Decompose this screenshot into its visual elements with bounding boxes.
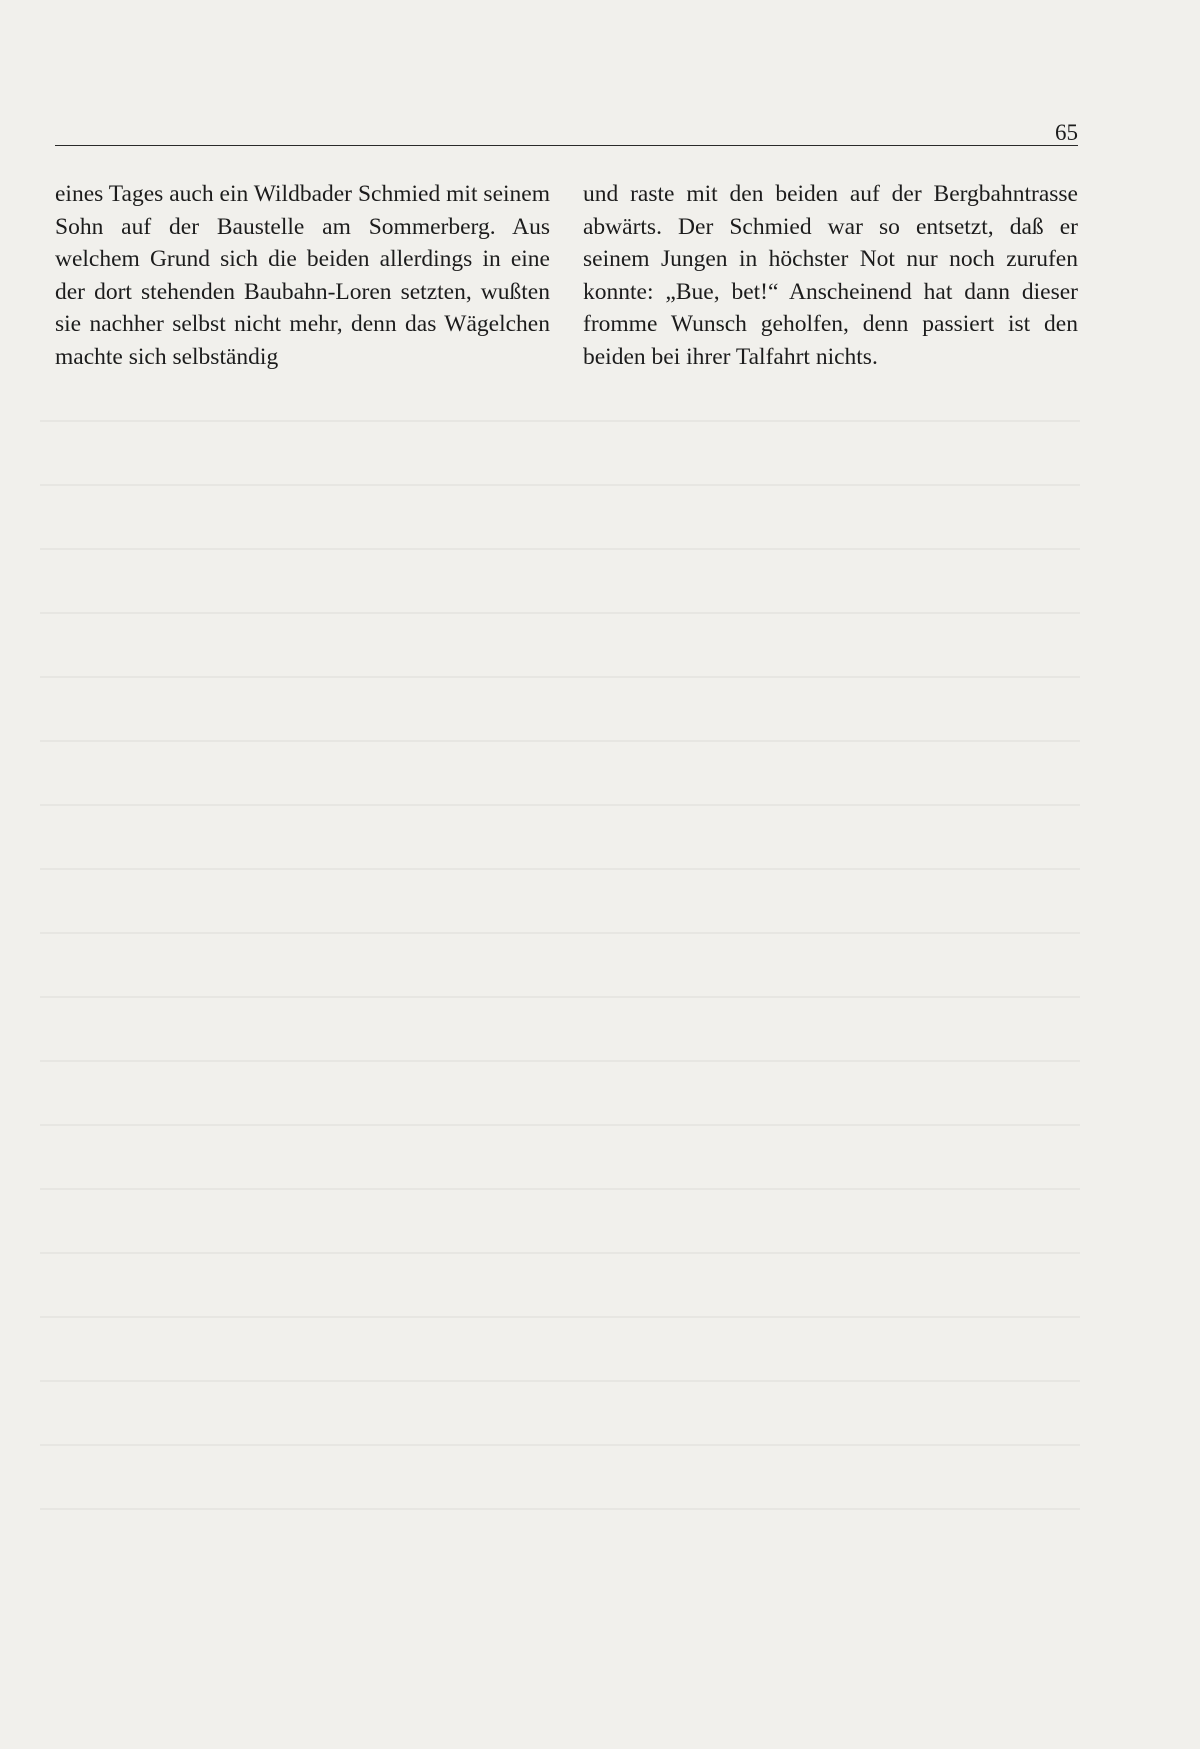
text-column-right: [583, 178, 1078, 373]
page-number: 65: [1055, 120, 1078, 145]
text-column-left: [55, 178, 550, 373]
paragraph-left: eines Tages auch ein Wildbader Schmied mit seinem Sohn auf der Baustelle am Sommerberg. Aus welchem Grund sich die beiden allerdings in eine der dort stehenden Baubahn-Loren setzten, wußten sie nachher selbst nicht mehr, denn das Wägelchen machte sich selbständig: [55, 181, 550, 370]
header-rule: [55, 145, 1078, 146]
reverse-side-bleed-through: [40, 420, 1080, 1600]
paragraph-right: und raste mit den beiden auf der Bergbahntrasse abwärts. Der Schmied war so entsetzt, daß er seinem Jungen in höchster Not nur noch zurufen konnte: „Bue, bet!“ Anscheinend hat dann dieser fromme Wunsch geholfen, denn passiert ist den beiden bei ihrer Talfahrt nichts.: [583, 181, 1078, 370]
